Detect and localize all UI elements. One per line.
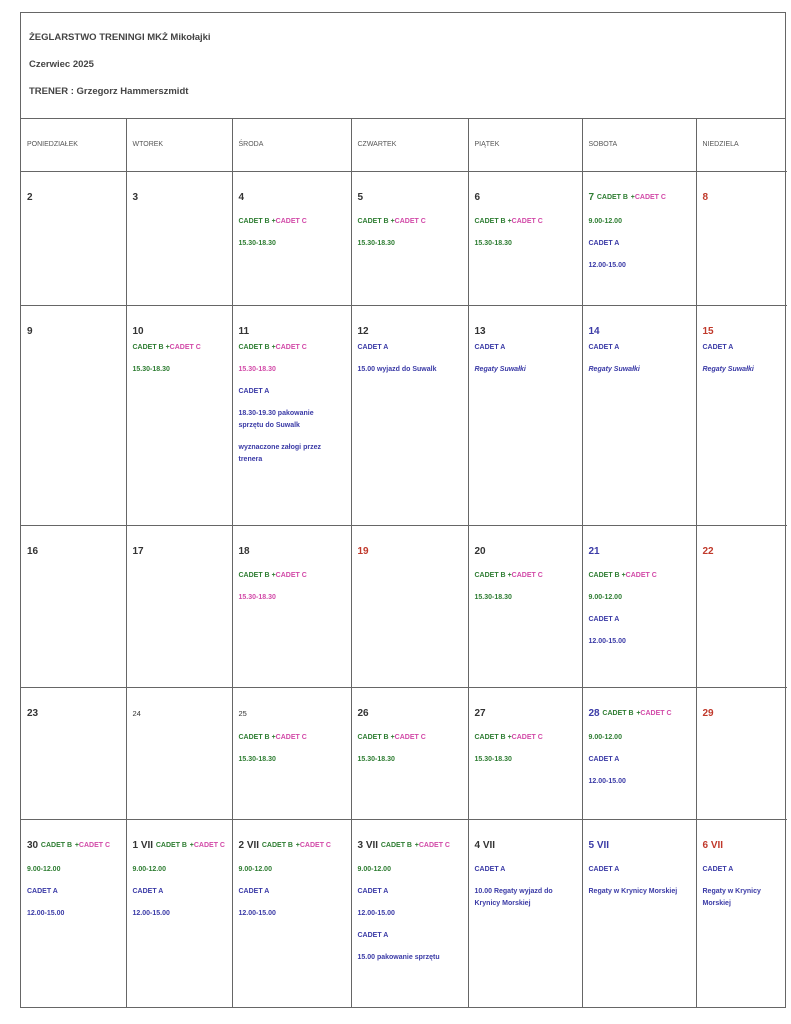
session-time: 15.30-18.30 [474, 593, 512, 601]
group-label: CADET C [634, 193, 666, 201]
week-row [21, 687, 787, 819]
group-label: CADET A [588, 343, 620, 351]
session-note: Regaty Suwałki [588, 365, 640, 373]
day-number: 14 [588, 325, 600, 337]
group-label: CADET A [238, 387, 270, 395]
day-cell [126, 687, 232, 819]
group-label: CADET C [275, 343, 307, 351]
day-cell [468, 305, 582, 525]
session-note: sprzętu do Suwalk [238, 421, 300, 429]
group-label: CADET A [588, 865, 620, 873]
day-number: 11 [238, 325, 250, 337]
day-number: 25 [238, 708, 247, 718]
plus-sign: + [507, 571, 512, 579]
day-cell [126, 305, 232, 525]
session-time: 12.00-15.00 [27, 909, 65, 917]
session-time: 9.00-12.00 [588, 217, 622, 225]
plus-sign: + [271, 217, 276, 225]
session-note: Regaty w Krynicy [702, 887, 761, 895]
day-number: 4 [238, 191, 245, 203]
group-label: CADET A [132, 887, 164, 895]
group-label: CADET B [238, 733, 270, 741]
group-label: CADET C [169, 343, 201, 351]
day-cell [582, 819, 696, 1007]
day-number: 8 [702, 191, 709, 203]
group-label: CADET B [596, 193, 628, 201]
day-number: 18 [238, 545, 250, 557]
group-label: CADET A [238, 887, 270, 895]
weekday-wednesday: ŚRODA [232, 119, 351, 171]
group-label: CADET B [357, 217, 389, 225]
day-cell [351, 819, 468, 1007]
group-label: CADET C [511, 571, 543, 579]
session-time: 9.00-12.00 [588, 593, 622, 601]
group-label: CADET C [625, 571, 657, 579]
plus-sign: + [295, 841, 300, 849]
session-note: Morskiej [702, 899, 731, 907]
day-cell [696, 819, 787, 1007]
group-label: CADET B [474, 733, 506, 741]
day-number: 4 VII [474, 839, 496, 851]
group-label: CADET B [474, 217, 506, 225]
group-label: CADET C [275, 571, 307, 579]
session-time: 12.00-15.00 [588, 637, 626, 645]
day-number: 5 VII [588, 839, 610, 851]
day-cell [21, 687, 126, 819]
session-time: 15.30-18.30 [132, 365, 170, 373]
calendar-grid [21, 119, 787, 1007]
training-calendar [20, 12, 786, 1008]
group-label: CADET A [702, 343, 734, 351]
group-label: CADET A [27, 887, 58, 895]
day-number: 5 [357, 191, 364, 203]
day-number: 15 [702, 325, 714, 337]
session-note: Krynicy Morskiej [474, 899, 531, 907]
calendar-title: ŻEGLARSTWO TRENINGI MKŻ Mikołajki [29, 32, 211, 43]
session-time: 15.30-18.30 [474, 239, 512, 247]
group-label: CADET C [511, 733, 543, 741]
group-label: CADET B [474, 571, 506, 579]
plus-sign: + [414, 841, 419, 849]
day-cell [351, 305, 468, 525]
group-label: CADET B [132, 343, 164, 351]
day-cell [232, 525, 351, 687]
session-note: Regaty Suwałki [474, 365, 526, 373]
group-label: CADET C [640, 709, 672, 717]
group-label: CADET A [357, 343, 389, 351]
group-label: CADET A [702, 865, 734, 873]
day-cell [582, 687, 696, 819]
day-cell [21, 819, 126, 1007]
day-cell [582, 525, 696, 687]
group-label: CADET B [261, 841, 293, 849]
weekday-friday: PIĄTEK [468, 119, 582, 171]
weekday-saturday: SOBOTA [582, 119, 696, 171]
plus-sign: + [630, 193, 635, 201]
weekday-header-row [21, 119, 787, 171]
group-label: CADET B [588, 571, 620, 579]
day-number: 3 VII [357, 839, 379, 851]
group-label: CADET B [602, 709, 634, 717]
session-note: Regaty w Krynicy Morskiej [588, 887, 678, 895]
group-label: CADET A [474, 865, 506, 873]
session-time: 9.00-12.00 [27, 865, 61, 873]
plus-sign: + [271, 343, 276, 351]
weekday-monday: PONIEDZIAŁEK [21, 119, 126, 171]
session-time: 15.30-18.30 [474, 755, 512, 763]
session-time: 9.00-12.00 [357, 865, 391, 873]
day-cell [232, 305, 351, 525]
plus-sign: + [507, 217, 512, 225]
day-number: 2 VII [238, 839, 260, 851]
day-cell [468, 525, 582, 687]
session-time: 12.00-15.00 [588, 777, 626, 785]
group-label: CADET C [418, 841, 450, 849]
weekday-tuesday: WTOREK [126, 119, 232, 171]
session-note: 15.00 pakowanie sprzętu [357, 953, 440, 961]
week-row [21, 171, 787, 305]
plus-sign: + [390, 217, 395, 225]
day-number: 28 [588, 707, 600, 719]
session-time: 9.00-12.00 [132, 865, 166, 873]
day-number: 2 [27, 191, 33, 203]
day-cell [126, 525, 232, 687]
day-cell [21, 171, 126, 305]
day-number: 19 [357, 545, 369, 557]
day-cell [468, 687, 582, 819]
session-note: trenera [238, 455, 263, 463]
day-number: 30 [27, 839, 39, 851]
weekday-sunday: NIEDZIELA [696, 119, 787, 171]
session-time: 15.30-18.30 [238, 593, 276, 601]
day-number: 1 VII [132, 839, 154, 851]
group-label: CADET B [155, 841, 187, 849]
plus-sign: + [507, 733, 512, 741]
day-number: 3 [132, 191, 139, 203]
session-note: Regaty Suwałki [702, 365, 754, 373]
group-label: CADET A [588, 755, 620, 763]
day-number: 20 [474, 545, 486, 557]
session-time: 12.00-15.00 [357, 909, 395, 917]
week-row [21, 305, 787, 525]
group-label: CADET A [357, 887, 389, 895]
session-time: 12.00-15.00 [588, 261, 626, 269]
session-note: 18.30-19.30 pakowanie [238, 409, 314, 417]
day-number: 13 [474, 325, 486, 337]
session-time: 15.30-18.30 [238, 239, 276, 247]
session-note: wyznaczone załogi przez [238, 443, 321, 451]
day-number: 24 [132, 708, 141, 718]
session-time: 12.00-15.00 [238, 909, 276, 917]
group-label: CADET B [238, 217, 270, 225]
calendar-month: Czerwiec 2025 [29, 59, 94, 70]
session-time: 15.30-18.30 [357, 755, 395, 763]
day-cell [21, 305, 126, 525]
day-number: 26 [357, 707, 369, 719]
day-number: 21 [588, 545, 600, 557]
day-cell [696, 687, 787, 819]
session-time: 15.30-18.30 [357, 239, 395, 247]
day-number: 10 [132, 325, 144, 337]
session-time: 9.00-12.00 [238, 865, 272, 873]
day-cell [696, 525, 787, 687]
session-time: 15.30-18.30 [238, 755, 276, 763]
group-label: CADET C [394, 733, 426, 741]
day-cell [232, 687, 351, 819]
session-time: 9.00-12.00 [588, 733, 622, 741]
group-label: CADET B [380, 841, 412, 849]
session-time: 12.00-15.00 [132, 909, 170, 917]
day-number: 17 [132, 545, 144, 557]
day-number: 6 VII [702, 839, 724, 851]
group-label: CADET A [588, 239, 620, 247]
week-row [21, 525, 787, 687]
day-number: 22 [702, 545, 714, 557]
week-row [21, 819, 787, 1007]
day-number: 12 [357, 325, 369, 337]
plus-sign: + [74, 841, 79, 849]
group-label: CADET A [588, 615, 620, 623]
weekday-thursday: CZWARTEK [351, 119, 468, 171]
group-label: CADET C [78, 841, 111, 849]
day-number: 29 [702, 707, 714, 719]
group-label: CADET A [357, 931, 389, 939]
day-cell [696, 305, 787, 525]
day-cell [126, 171, 232, 305]
session-note: 10.00 Regaty wyjazd do [474, 887, 553, 895]
day-number: 27 [474, 707, 486, 719]
group-label: CADET B [357, 733, 389, 741]
day-number: 16 [27, 545, 39, 557]
day-cell [126, 819, 232, 1007]
plus-sign: + [636, 709, 641, 717]
day-cell [468, 171, 582, 305]
session-note: 15.00 wyjazd do Suwalk [357, 365, 437, 373]
group-label: CADET B [40, 841, 73, 849]
group-label: CADET C [193, 841, 225, 849]
day-number: 6 [474, 191, 481, 203]
day-cell [351, 687, 468, 819]
group-label: CADET C [394, 217, 426, 225]
group-label: CADET B [238, 343, 270, 351]
day-cell [696, 171, 787, 305]
group-label: CADET B [238, 571, 270, 579]
plus-sign: + [271, 733, 276, 741]
group-label: CADET C [275, 217, 307, 225]
session-time: 15.30-18.30 [238, 365, 276, 373]
day-number: 23 [27, 707, 39, 719]
day-cell [232, 819, 351, 1007]
day-cell [232, 171, 351, 305]
plus-sign: + [189, 841, 194, 849]
day-cell [21, 525, 126, 687]
plus-sign: + [621, 571, 626, 579]
day-number: 7 [588, 191, 595, 203]
calendar-coach: TRENER : Grzegorz Hammerszmidt [29, 86, 189, 97]
plus-sign: + [165, 343, 170, 351]
calendar-header [21, 13, 785, 119]
group-label: CADET A [474, 343, 506, 351]
day-cell [582, 305, 696, 525]
day-cell [351, 525, 468, 687]
group-label: CADET C [299, 841, 331, 849]
group-label: CADET C [511, 217, 543, 225]
day-number: 9 [27, 325, 33, 337]
day-cell [351, 171, 468, 305]
day-cell [582, 171, 696, 305]
group-label: CADET C [275, 733, 307, 741]
plus-sign: + [390, 733, 395, 741]
day-cell [468, 819, 582, 1007]
plus-sign: + [271, 571, 276, 579]
